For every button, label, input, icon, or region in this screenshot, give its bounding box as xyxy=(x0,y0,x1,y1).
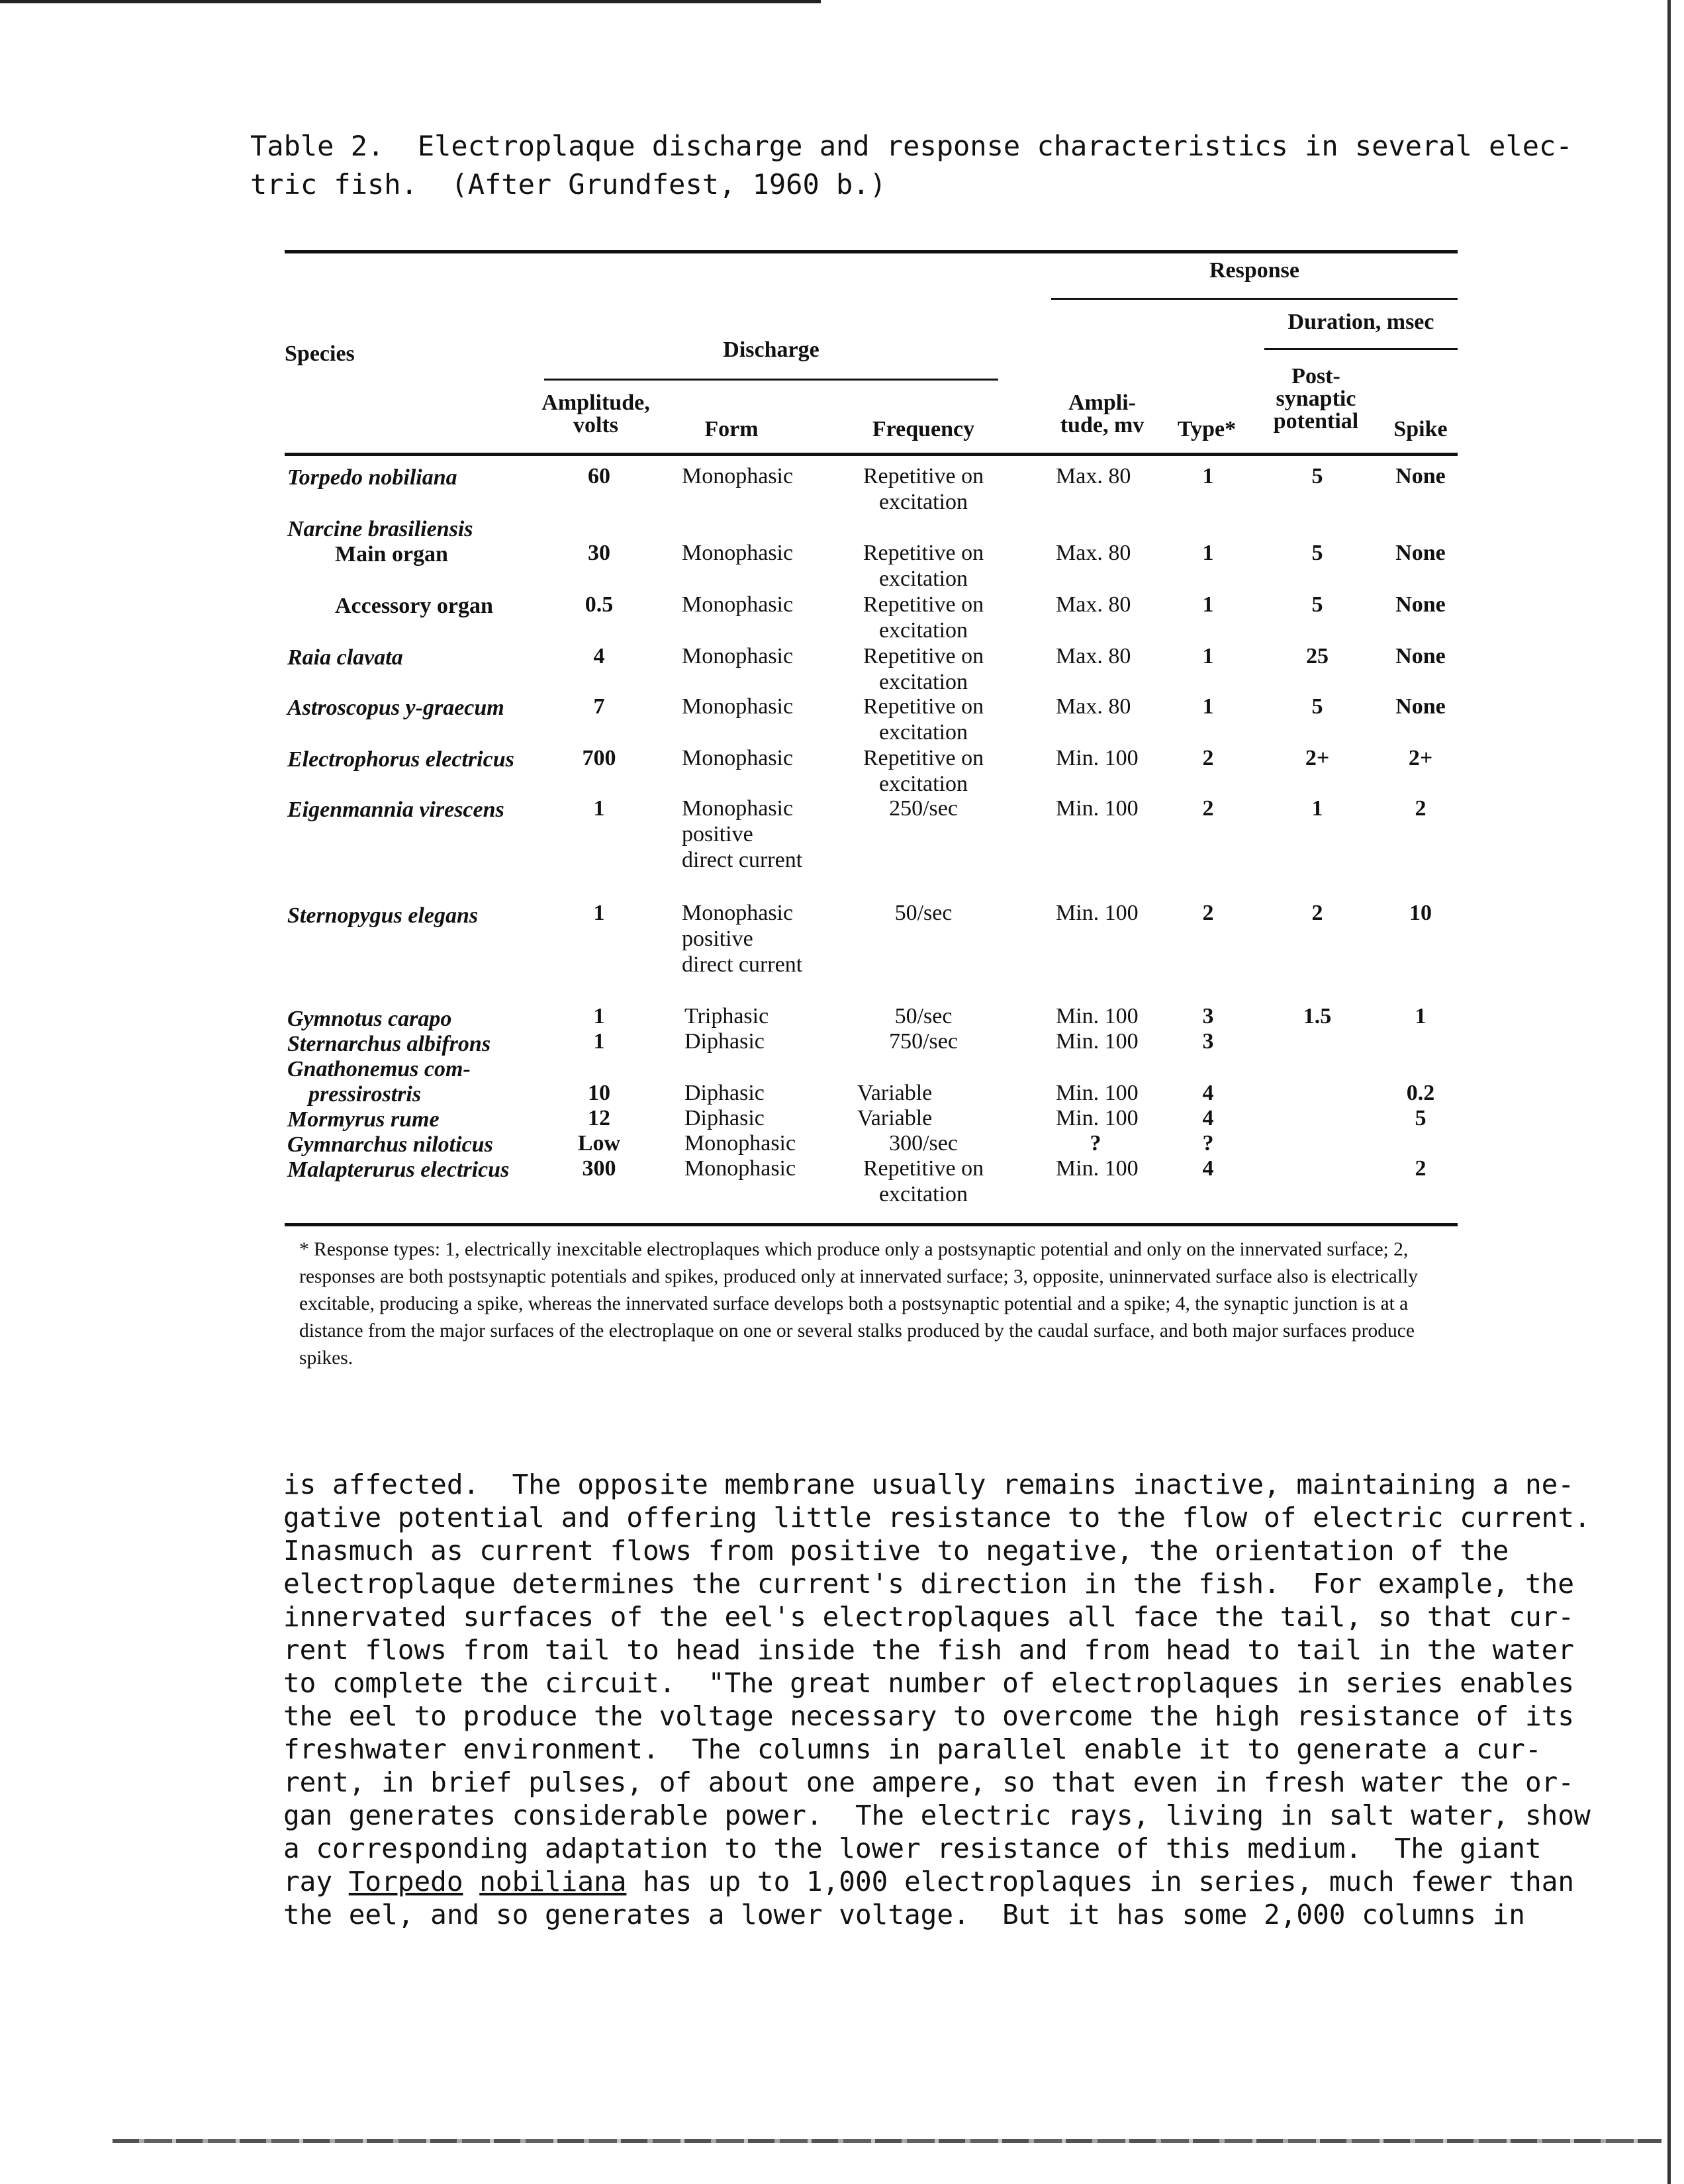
cell-frequency: 750/sec xyxy=(889,1029,958,1054)
cell-type: 2 xyxy=(1202,796,1214,821)
header-amplitude-mv: Ampli- tude, mv xyxy=(1060,390,1145,437)
page-edge xyxy=(1667,0,1671,2184)
table-caption: Table 2. Electroplaque discharge and response characteristics in several elec- tric fish. (After Grundfest, 1960 b.) xyxy=(250,130,1573,201)
cell-form: Monophasic xyxy=(682,464,794,488)
header-spike: Spike xyxy=(1393,417,1448,441)
cell-amplitude: 10 xyxy=(588,1081,610,1105)
body-paragraph xyxy=(283,1468,1660,1931)
cell-type: 4 xyxy=(1202,1081,1214,1105)
cell-species: Raia clavata xyxy=(287,645,403,670)
cell-amplitude: 12 xyxy=(588,1106,610,1130)
cell-response-amplitude: ? xyxy=(1090,1131,1101,1156)
cell-response-amplitude: Max. 80 xyxy=(1056,541,1131,565)
cell-amplitude: 30 xyxy=(588,541,610,565)
cell-spike: 2+ xyxy=(1408,746,1433,770)
cell-frequency: Repetitive on excitation xyxy=(863,541,984,591)
cell-species: Gnathonemus com- xyxy=(287,1057,471,1081)
table-footnote: * Response types: 1, electrically inexcitable electroplaques which produce only a postsynaptic potential and only on the innervated surface; 2, responses are both postsynaptic potentials and spikes, produced only at innervated surface; 3, opposite, uninnervated surface also is electrically excitable, producing a spike, whereas the innervated surface develops both a postsynaptic potential and a spike; 4, the synaptic junction is at a distance from the major surfaces of the electroplaque on one or several stalks produced by the caudal surface, and both major surfaces produce spikes. xyxy=(299,1239,1418,1369)
header-psp: Post- synaptic potential xyxy=(1273,364,1359,433)
cell-type: 1 xyxy=(1202,464,1214,488)
body-text-part: has up to 1,000 electroplaques in series, much fewer than the eel, and so generates a lower voltage. But it has some 2,000 columns in xyxy=(283,1866,1575,1931)
cell-frequency: Repetitive on excitation xyxy=(863,644,984,694)
cell-psp: 25 xyxy=(1306,644,1329,668)
cell-type: 3 xyxy=(1202,1029,1214,1054)
body-text-part: is affected. The opposite membrane usually remains inactive, maintaining a ne- gative potential and offering little resistance to the flow of electric current. Inasmuch as current flows from positive to negative, the orientation of the electroplaque determines the current's direction in the fish. For example, the innervated surfaces of the eel's electroplaques all face the tail, so that cur- rent flows from tail to head inside the fish and from head to tail in the water to complete the circuit. "The great number of electroplaques in series enables the eel to produce the voltage necessary to overcome the high resistance of its freshwater environment. The columns in parallel enable it to generate a cur- rent, in brief pulses, of about one ampere, so that even in fresh water the or- gan generates considerable power. The electric rays, living in salt water, show a corresponding adaptation to the lower resistance of this medium. The giant ray xyxy=(283,1469,1591,1897)
cell-species: Narcine brasiliensis xyxy=(287,517,473,541)
cell-response-amplitude: Min. 100 xyxy=(1056,1106,1139,1130)
cell-species: Accessory organ xyxy=(335,594,493,618)
cell-response-amplitude: Max. 80 xyxy=(1056,694,1131,719)
bottom-rule xyxy=(113,2139,1661,2143)
cell-form: Monophasic xyxy=(682,592,794,617)
cell-species: Electrophorus electricus xyxy=(287,747,514,772)
cell-form: Monophasic xyxy=(682,746,794,770)
cell-spike: None xyxy=(1395,541,1446,565)
cell-species: Malapterurus electricus xyxy=(287,1158,510,1182)
cell-type: 1 xyxy=(1202,694,1214,719)
cell-frequency: Repetitive on excitation xyxy=(863,592,984,643)
cell-amplitude: 7 xyxy=(593,694,605,719)
cell-form: Monophasic xyxy=(682,644,794,668)
cell-form: Monophasic xyxy=(682,694,794,719)
cell-psp: 2+ xyxy=(1305,746,1330,770)
cell-response-amplitude: Max. 80 xyxy=(1056,592,1131,617)
cell-species: pressirostris xyxy=(308,1082,422,1107)
cell-amplitude: 1 xyxy=(593,901,605,925)
cell-spike: None xyxy=(1395,694,1446,719)
cell-response-amplitude: Min. 100 xyxy=(1056,1156,1139,1181)
cell-amplitude: 1 xyxy=(593,1029,605,1054)
cell-response-amplitude: Max. 80 xyxy=(1056,464,1131,488)
cell-species: Astroscopus y-graecum xyxy=(287,696,504,720)
cell-form: Diphasic xyxy=(684,1081,765,1105)
cell-psp: 1.5 xyxy=(1303,1004,1332,1028)
cell-spike: 2 xyxy=(1415,796,1427,821)
cell-amplitude: 60 xyxy=(588,464,610,488)
cell-type: 2 xyxy=(1202,901,1214,925)
cell-response-amplitude: Min. 100 xyxy=(1056,1029,1139,1054)
duration-rule xyxy=(1264,348,1458,350)
header-discharge: Discharge xyxy=(723,338,819,362)
header-amplitude-volts: Amplitude, volts xyxy=(541,390,650,437)
response-rule xyxy=(1051,298,1458,300)
cell-response-amplitude: Max. 80 xyxy=(1056,644,1131,668)
cell-type: 4 xyxy=(1202,1156,1214,1181)
cell-psp: 5 xyxy=(1311,541,1323,565)
cell-amplitude: Low xyxy=(577,1131,621,1156)
cell-amplitude: 1 xyxy=(593,796,605,821)
cell-psp: 5 xyxy=(1311,694,1323,719)
cell-amplitude: 1 xyxy=(593,1004,605,1028)
cell-frequency: Repetitive on excitation xyxy=(863,694,984,745)
cell-spike: None xyxy=(1395,464,1446,488)
cell-form: Diphasic xyxy=(684,1029,765,1054)
header-duration: Duration, msec xyxy=(1287,310,1434,334)
header-bottom-rule xyxy=(285,453,1458,456)
cell-type: 3 xyxy=(1202,1004,1214,1028)
cell-response-amplitude: Min. 100 xyxy=(1056,746,1139,770)
cell-type: 1 xyxy=(1202,644,1214,668)
cell-form: Monophasic xyxy=(684,1131,796,1156)
cell-species: Torpedo nobiliana xyxy=(287,465,457,490)
cell-psp: 5 xyxy=(1311,592,1323,617)
cell-species: Main organ xyxy=(335,542,448,567)
cell-response-amplitude: Min. 100 xyxy=(1056,901,1139,925)
cell-frequency: Repetitive on excitation xyxy=(863,464,984,514)
cell-form: Diphasic xyxy=(684,1106,765,1130)
cell-frequency: 50/sec xyxy=(894,901,953,925)
cell-form: Monophasic xyxy=(682,541,794,565)
cell-spike: 2 xyxy=(1415,1156,1427,1181)
cell-spike: None xyxy=(1395,644,1446,668)
cell-response-amplitude: Min. 100 xyxy=(1056,796,1139,821)
cell-type: 4 xyxy=(1202,1106,1214,1130)
cell-frequency: Variable xyxy=(857,1081,933,1105)
cell-spike: None xyxy=(1395,592,1446,617)
cell-species: Gymnarchus niloticus xyxy=(287,1132,493,1157)
cell-frequency: 300/sec xyxy=(889,1131,958,1156)
cell-type: ? xyxy=(1202,1131,1214,1156)
cell-form: Monophasic xyxy=(684,1156,796,1181)
cell-form: Monophasic positive direct current xyxy=(682,901,803,977)
cell-spike: 10 xyxy=(1409,901,1432,925)
header-type: Type* xyxy=(1177,417,1237,441)
cell-frequency: 50/sec xyxy=(894,1004,953,1028)
cell-psp: 2 xyxy=(1311,901,1323,925)
discharge-rule xyxy=(544,379,998,381)
cell-species: Gymnotus carapo xyxy=(287,1007,452,1031)
cell-spike: 0.2 xyxy=(1406,1081,1435,1105)
cell-type: 1 xyxy=(1202,541,1214,565)
cell-species: Mormyrus rume xyxy=(287,1107,440,1132)
cell-amplitude: 0.5 xyxy=(585,592,614,617)
cell-spike: 1 xyxy=(1415,1004,1427,1028)
cell-psp: 5 xyxy=(1311,464,1323,488)
cell-type: 1 xyxy=(1202,592,1214,617)
cell-species: Sternarchus albifrons xyxy=(287,1032,491,1056)
cell-amplitude: 300 xyxy=(582,1156,616,1181)
cell-frequency: 250/sec xyxy=(889,796,958,821)
cell-type: 2 xyxy=(1202,746,1214,770)
cell-amplitude: 4 xyxy=(593,644,605,668)
cell-species: Sternopygus elegans xyxy=(287,903,479,928)
cell-frequency: Variable xyxy=(857,1106,933,1130)
cell-response-amplitude: Min. 100 xyxy=(1056,1004,1139,1028)
header-frequency: Frequency xyxy=(872,417,975,441)
cell-amplitude: 700 xyxy=(582,746,616,770)
cell-psp: 1 xyxy=(1311,796,1323,821)
header-response: Response xyxy=(1209,258,1300,283)
cell-form: Monophasic positive direct current xyxy=(682,796,803,872)
table-bottom-rule xyxy=(285,1223,1458,1226)
cell-response-amplitude: Min. 100 xyxy=(1056,1081,1139,1105)
cell-frequency: Repetitive on excitation xyxy=(863,1156,984,1206)
cell-frequency: Repetitive on excitation xyxy=(863,746,984,796)
cell-form: Triphasic xyxy=(684,1004,769,1028)
top-rule xyxy=(0,0,821,3)
cell-spike: 5 xyxy=(1415,1106,1427,1130)
cell-species: Eigenmannia virescens xyxy=(287,797,504,822)
header-species: Species xyxy=(285,341,355,366)
species-name: nobiliana xyxy=(479,1866,627,1897)
header-form: Form xyxy=(704,417,759,441)
table-top-rule xyxy=(285,250,1458,253)
genus-name: Torpedo xyxy=(348,1866,463,1897)
